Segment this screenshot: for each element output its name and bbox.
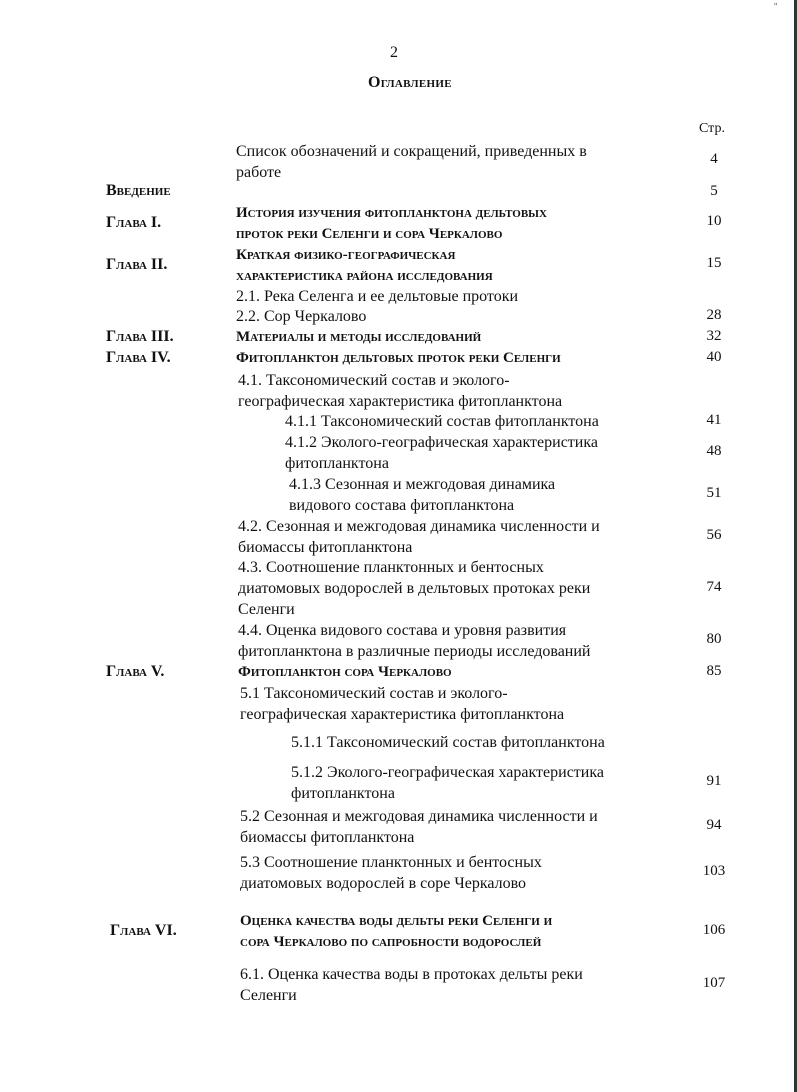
toc-chapter-title: Краткая физико-географическая характеристика района исследования: [236, 247, 493, 284]
toc-entry-page: 56: [706, 527, 722, 543]
toc-entry-page: 32: [706, 328, 722, 344]
toc-chapter-label: Глава IV.: [106, 349, 171, 366]
toc-entry-text: 5.1.2 Эколого-географическая характеристика фитопланктона: [291, 764, 604, 802]
toc-entry-page: 94: [706, 817, 722, 833]
toc-entry-text: 4.2. Сезонная и межгодовая динамика численности и биомассы фитопланктона: [238, 518, 600, 556]
toc-entry-text: Список обозначений и сокращений, приведенных в работе: [236, 143, 587, 181]
toc-chapter-label: Введение: [106, 182, 171, 199]
toc-chapter-label: Глава I.: [106, 214, 162, 231]
toc-entry-page: 48: [706, 443, 722, 459]
toc-chapter-title: Оценка качества воды дельты реки Селенги и сора Черкалово по сапробности водорослей: [240, 913, 553, 950]
toc-entry-page: 103: [702, 863, 726, 879]
toc-entry-page: 41: [706, 412, 722, 428]
toc-chapter-label: Глава V.: [106, 663, 165, 680]
toc-entry-text: 4.4. Оценка видового состава и уровня развития фитопланктона в различные периоды исследований: [238, 622, 591, 660]
toc-entry-page: 106: [702, 922, 726, 938]
toc-entry-text: 6.1. Оценка качества воды в протоках дельты реки Селенги: [240, 966, 583, 1004]
toc-entry-page: 40: [706, 349, 722, 365]
toc-entry-text: 2.2. Сор Черкалово: [236, 308, 367, 325]
toc-entry-page: 85: [706, 663, 722, 679]
toc-entry-page: 74: [706, 579, 722, 595]
toc-entry-text: 4.1.2 Эколого-географическая характеристика фитопланктона: [285, 434, 598, 472]
toc-entry-text: 5.1.1 Таксономический состав фитопланктона: [291, 734, 605, 751]
toc-entry-text: 5.1 Таксономический состав и эколого- географическая характеристика фитопланктона: [240, 685, 565, 723]
toc-entry-page: 4: [710, 151, 718, 167]
toc-entry-text: 5.2 Сезонная и межгодовая динамика численности и биомассы фитопланктона: [240, 808, 598, 846]
toc-chapter-title: История изучения фитопланктона дельтовых проток реки Селенги и сора Черкалово: [236, 205, 547, 242]
toc-entry-text: 4.1. Таксономический состав и эколого- географическая характеристика фитопланктона: [238, 372, 563, 410]
toc-chapter-label: Глава III.: [106, 328, 174, 345]
toc-entry-text: 4.1.1 Таксономический состав фитопланктона: [285, 413, 599, 430]
toc-chapter-label: Глава II.: [106, 256, 168, 273]
toc-entry-page: 28: [706, 307, 722, 323]
toc-entry-page: 80: [706, 631, 722, 647]
toc-entry-text: 5.3 Соотношение планктонных и бентосных диатомовых водорослей в соре Черкалово: [240, 854, 542, 892]
toc-entry-page: 51: [706, 485, 722, 501]
pages-column-header: Стр.: [699, 121, 725, 136]
toc-entry-text: 2.1. Река Селенга и ее дельтовые протоки: [236, 288, 519, 305]
toc-title: Оглавление: [368, 74, 452, 91]
toc-chapter-title: Фитопланктон дельтовых проток реки Селенги: [236, 350, 561, 366]
toc-chapter-title: Фитопланктон сора Черкалово: [238, 664, 452, 680]
toc-entry-page: 5: [710, 183, 718, 199]
corner-mark: '': [774, 2, 778, 13]
toc-entry-page: 10: [706, 213, 722, 229]
page-number: 2: [390, 44, 398, 61]
toc-entry-text: 4.1.3 Сезонная и межгодовая динамика видового состава фитопланктона: [289, 476, 556, 514]
toc-entry-text: 4.3. Соотношение планктонных и бентосных диатомовых водорослей в дельтовых протоках реки Селенги: [238, 559, 591, 618]
toc-chapter-label: Глава VI.: [110, 922, 177, 939]
toc-entry-page: 91: [706, 773, 722, 789]
toc-chapter-title: Материалы и методы исследований: [236, 329, 482, 345]
toc-entry-page: 15: [706, 255, 722, 271]
toc-entry-page: 107: [702, 975, 726, 991]
